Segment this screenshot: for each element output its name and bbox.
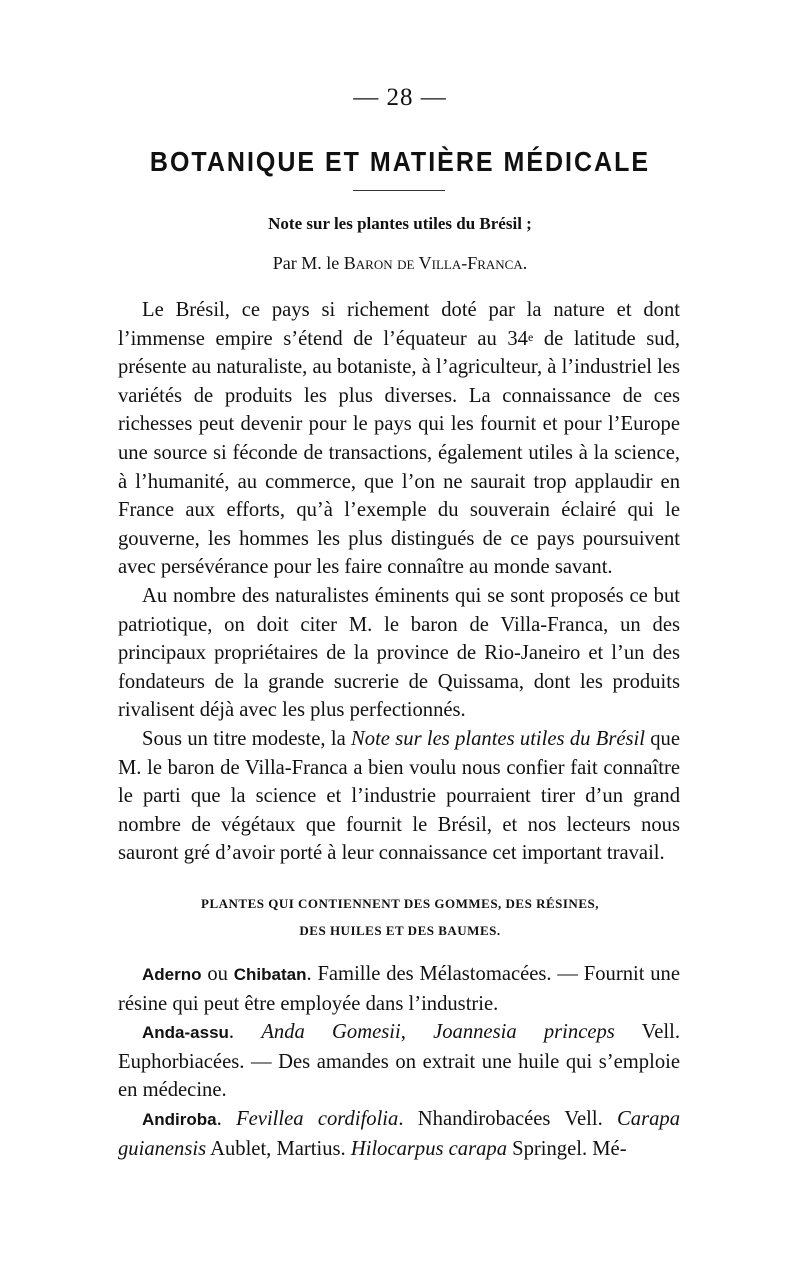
superscript-e: e [527,329,534,344]
entry-latin-name: Carapa guianensis [118,1107,680,1160]
paragraph-3-text-a: Sous un titre modeste, la [142,727,352,750]
paragraph-3-text-b: que M. le baron de Villa-Franca a bien voulu nous confier fait connaître le parti que la science et l’industrie pourraient tirer d’un grand nombre de végétaux que fournit le Brésil, et nos lecteurs nous sauront gré d’avoir porté à leur connaissance cet important travail. [118,727,680,865]
subheading-line-2: DES HUILES ET DES BAUMES. [299,923,501,938]
paragraph-3 [118,725,680,868]
entry-latin-name: Fevillea cordifolia [236,1107,399,1130]
entry-anda-assu [118,1018,680,1105]
entry-latin-name: Anda Gomesii [261,1021,401,1044]
introduction-body [118,296,680,868]
paragraph-1-text-a: Le Brésil, ce pays si richement doté par la nature et dont l’immense empire s’étend de l’équateur au 34 [118,299,680,350]
entry-text: ou [201,963,234,985]
entry-latin-name: Joannesia princeps [433,1021,615,1044]
entry-text: Springel. Mé- [507,1137,627,1160]
paragraph-3-italic-title: Note sur les plantes utiles du Brésil [351,727,645,750]
entry-text: Vell. Euphorbiacées. — Des amandes on extrait une huile qui s’emploie en médecine. [118,1021,681,1102]
entry-text: . Famille des Mélastomacées. — Fournit une résine qui peut être employée dans l’industrie. [118,963,680,1015]
subheading-line-1: PLANTES QUI CONTIENNENT DES GOMMES, DES RÉSINES, [201,896,599,911]
entry-latin-name: Hilocarpus carapa [350,1137,508,1160]
paragraph-1-text-b: de latitude sud, présente au naturaliste, au botaniste, à l’agriculteur, à l’industriel les variétés de produits les plus diverses. La connaissance de ces richesses peut devenir pour le pays qui les fournit et pour l’Europe une source si féconde de transactions, également utiles à la science, à l’humanité, au commerce, que l’on ne saurait trop applaudir en France aux efforts, qu’à l’exemple du souverain éclairé qui le gouverne, les hommes les plus distingués de ce pays poursuivent avec persévérance pour les faire connaître au monde savant. [118,327,680,579]
paragraph-2: Au nombre des naturalistes éminents qui se sont proposés ce but patriotique, on doit citer M. le baron de Villa-Franca, un des principaux propriétaires de la province de Rio-Janeiro et l’un des fondateurs de la grande sucrerie de Quissama, dont les produits rivalisent déjà avec les plus perfectionnés. [118,584,680,722]
entry-text: , [400,1021,434,1044]
section-title: BOTANIQUE ET MATIÈRE MÉDICALE [149,146,651,178]
entry-text: . Nhandirobacées Vell. [398,1107,618,1130]
entry-text: . [216,1107,237,1130]
title-rule [353,190,445,191]
entry-andiroba [118,1105,680,1163]
entry-name: Aderno [142,965,202,984]
entry-aderno [118,960,680,1018]
note-title: Note sur les plantes utiles du Brésil ; [268,214,532,233]
plant-entries [118,960,680,1163]
entry-name: Andiroba [142,1109,217,1129]
entry-name-alt: Chibatan [233,965,307,984]
page-number: — 28 — [353,84,447,111]
entry-text: Aublet, Martius. [206,1137,351,1160]
entry-name: Anda-assu [142,1023,229,1043]
paragraph-1 [118,296,680,582]
byline-author: Baron de Villa-Franca. [343,253,528,273]
entry-text: . [228,1021,262,1044]
byline-prefix: Par M. le [272,253,344,273]
byline [0,253,800,274]
